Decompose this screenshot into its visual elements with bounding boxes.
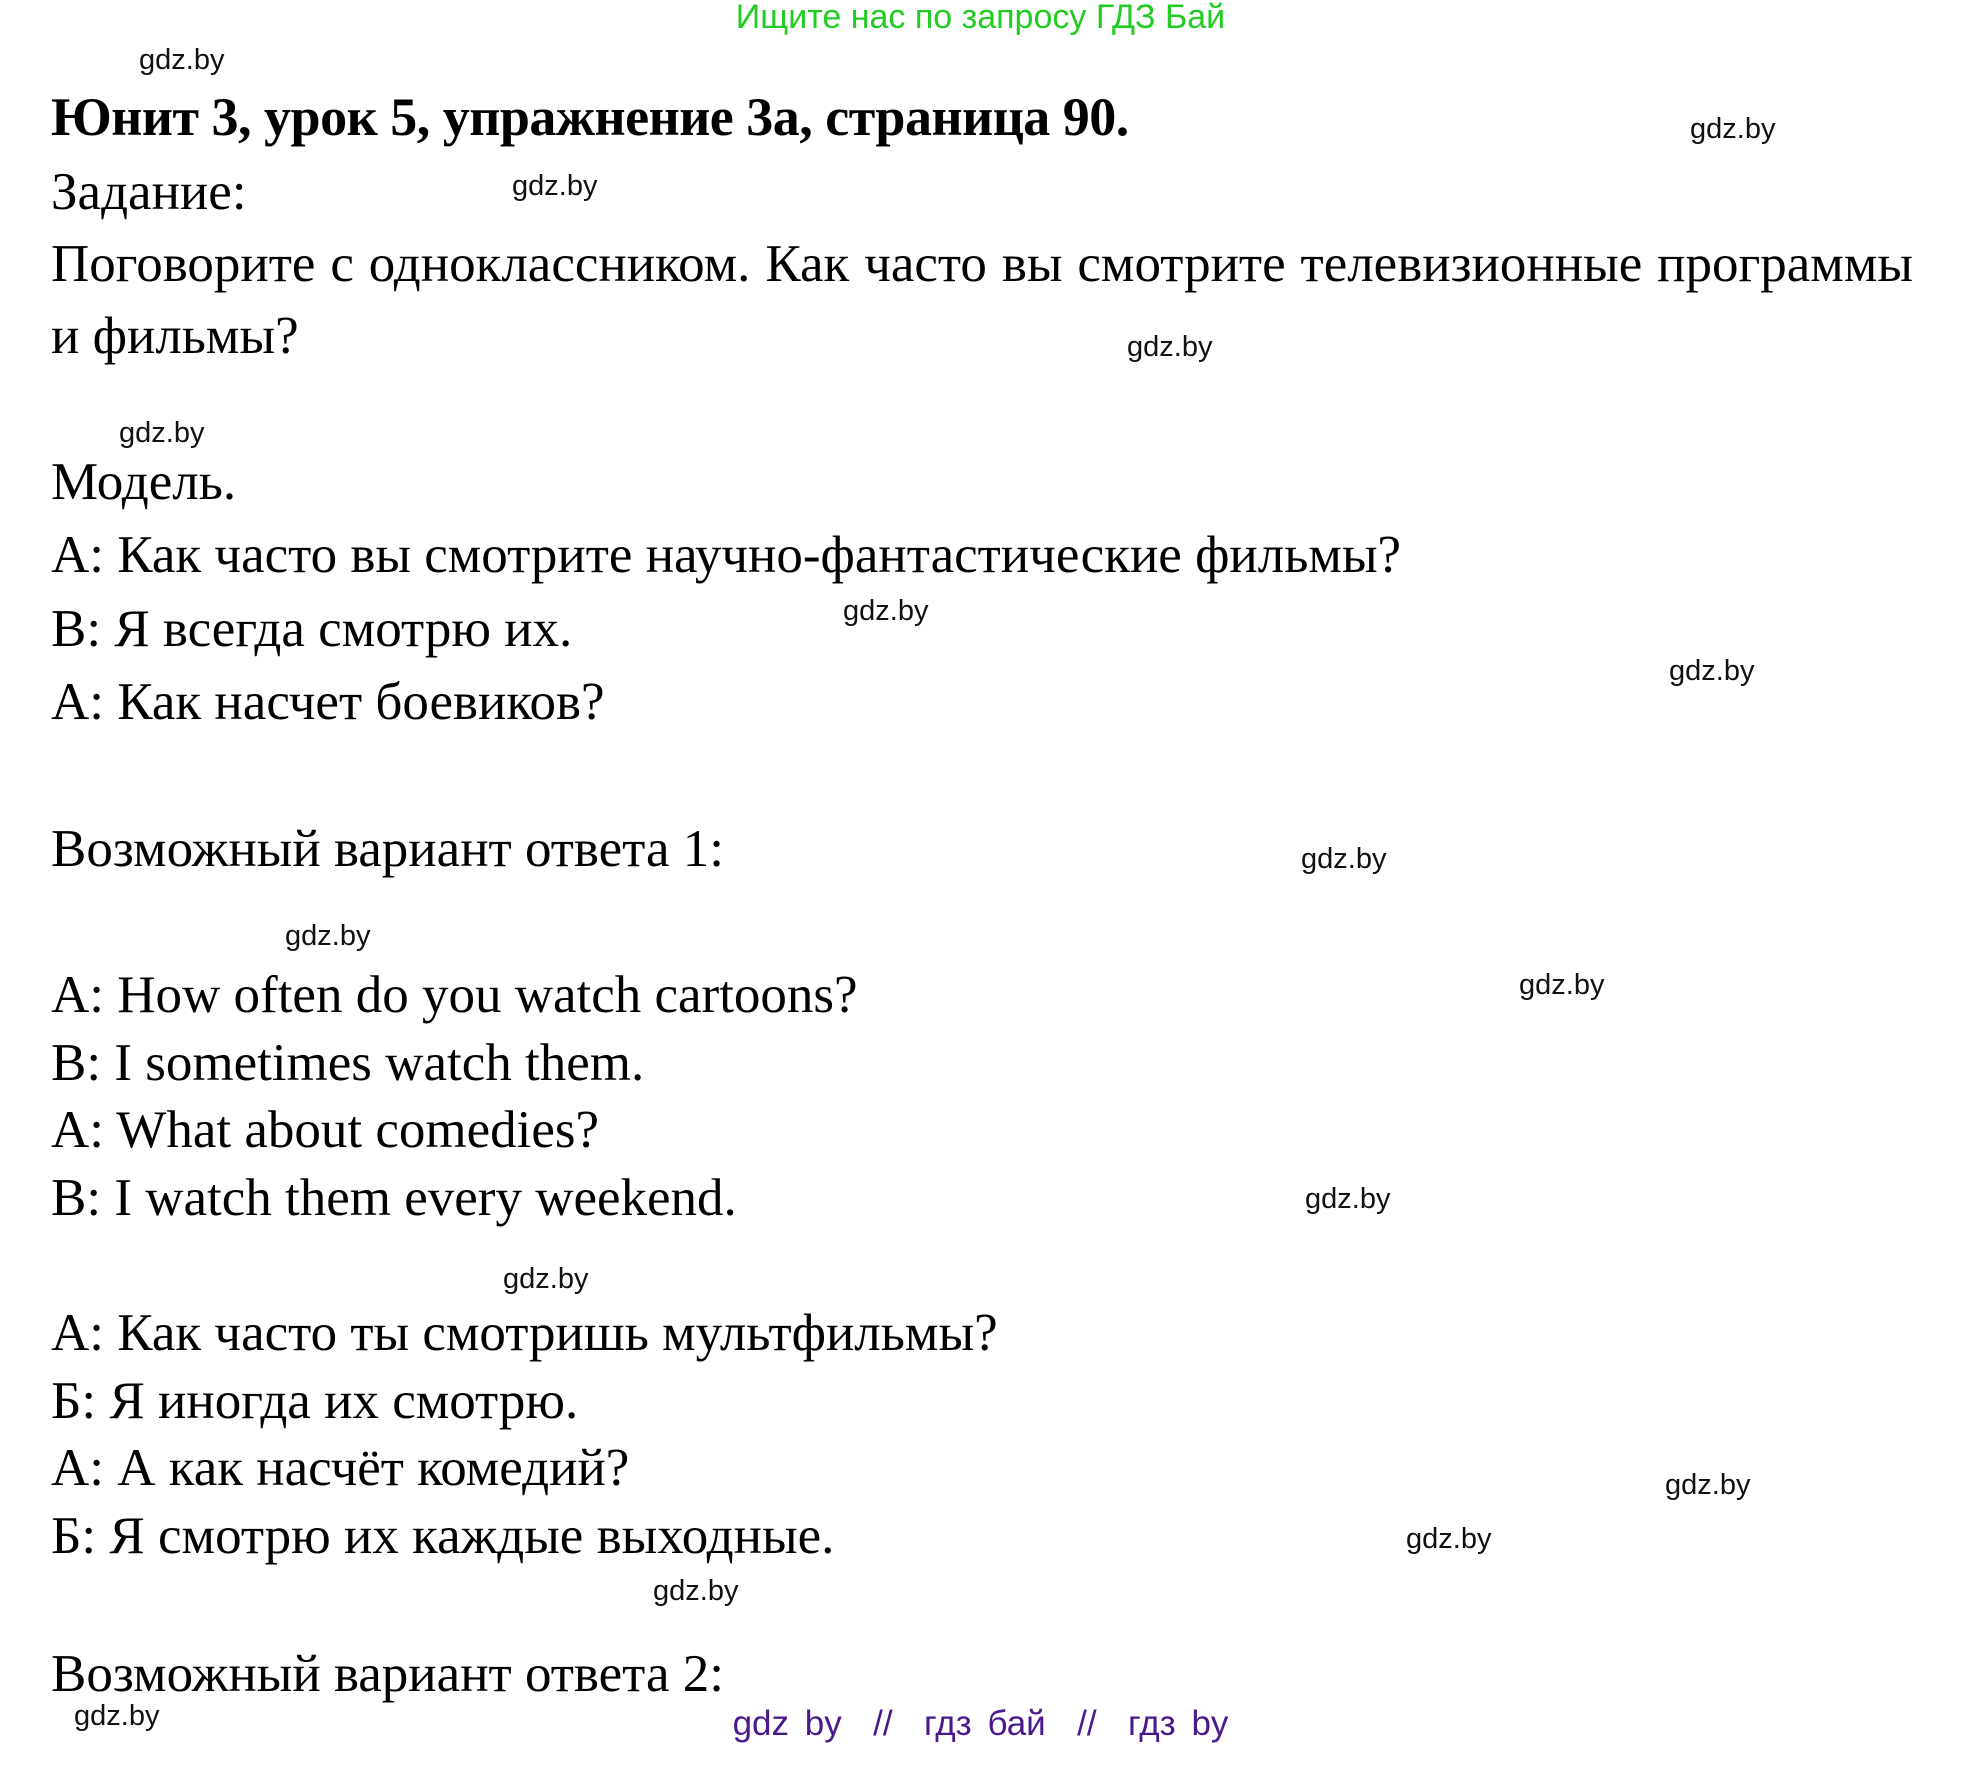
watermark: gdz.by xyxy=(1301,843,1387,875)
watermark: gdz.by xyxy=(285,920,371,952)
model-line: А: Как насчет боевиков? xyxy=(51,673,605,731)
watermark: gdz.by xyxy=(1305,1183,1391,1215)
task-text: Поговорите с одноклассником. Как часто вы смотрите телевизионные программы и фильмы? xyxy=(51,235,1913,365)
answer-1-russian-line: Б: Я иногда их смотрю. xyxy=(51,1372,579,1430)
watermark: gdz.by xyxy=(1665,1469,1751,1501)
watermark: gdz.by xyxy=(74,1700,160,1732)
watermark: gdz.by xyxy=(139,44,225,76)
watermark: gdz.by xyxy=(503,1263,589,1295)
watermark: gdz.by xyxy=(1690,113,1776,145)
watermark: gdz.by xyxy=(653,1575,739,1607)
answer-1-english-line: A: What about comedies? xyxy=(51,1101,599,1159)
search-banner: Ищите нас по запросу ГДЗ Бай xyxy=(735,0,1226,36)
watermark: gdz.by xyxy=(1127,331,1213,363)
watermark: gdz.by xyxy=(119,417,205,449)
answer-1-english-line: B: I sometimes watch them. xyxy=(51,1034,645,1092)
answer-1-english-line: B: I watch them every weekend. xyxy=(51,1169,737,1227)
page-title: Юнит 3, урок 5, упражнение 3a, страница 90. xyxy=(51,87,1129,147)
watermark: gdz.by xyxy=(512,170,598,202)
model-line: А: Как часто вы смотрите научно-фантастические фильмы? xyxy=(51,526,1402,584)
answer-1-russian-line: А: А как насчёт комедий? xyxy=(51,1439,630,1497)
answer-1-russian-line: А: Как часто ты смотришь мультфильмы? xyxy=(51,1304,998,1362)
watermark: gdz.by xyxy=(1669,655,1755,687)
model-line: В: Я всегда смотрю их. xyxy=(51,600,573,658)
watermark: gdz.by xyxy=(843,595,929,627)
answer-1-russian-line: Б: Я смотрю их каждые выходные. xyxy=(51,1507,835,1565)
watermark: gdz.by xyxy=(1519,969,1605,1001)
watermark: gdz.by xyxy=(1406,1523,1492,1555)
answer-1-english-line: A: How often do you watch cartoons? xyxy=(51,966,858,1024)
task-label: Задание: xyxy=(51,163,247,221)
footer-watermark: gdz by // гдз бай // гдз by xyxy=(732,1704,1229,1743)
model-label: Модель. xyxy=(51,453,237,511)
answer-2-label: Возможный вариант ответа 2: xyxy=(51,1645,724,1703)
answer-1-label: Возможный вариант ответа 1: xyxy=(51,820,724,878)
